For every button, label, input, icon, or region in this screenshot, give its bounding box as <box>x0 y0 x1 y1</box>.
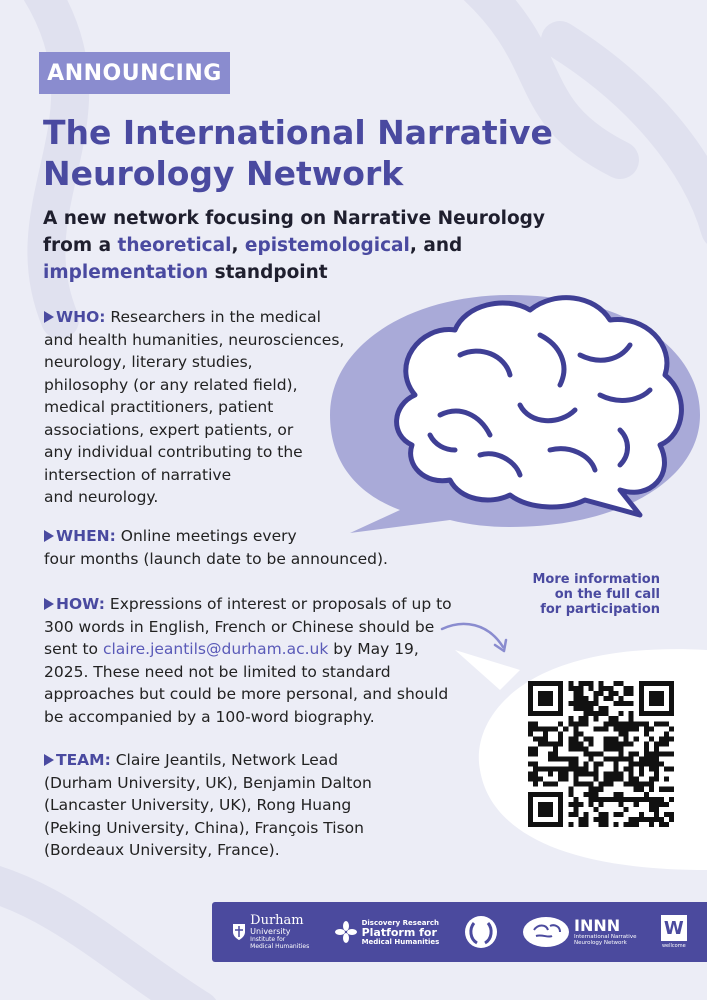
page-title <box>43 112 603 194</box>
who-line: neurology, literary studies, <box>44 353 253 371</box>
subtitle-text: standpoint <box>208 262 328 283</box>
ddr-line-1: Discovery Research <box>361 918 440 927</box>
subtitle-text: from a <box>43 235 118 256</box>
who-line: and neurology. <box>44 488 159 506</box>
when-line: four months (launch date to be announced). <box>44 549 388 568</box>
wellcome-mark: W <box>661 915 687 941</box>
durham-name: Durham <box>250 913 304 928</box>
team-line: (Durham University, UK), Benjamin Dalton <box>44 773 372 792</box>
footer-logos <box>212 902 707 962</box>
who-line: and health humanities, neurosciences, <box>44 330 345 349</box>
how-line: be accompanied by a 100-word biography. <box>44 707 375 726</box>
triangle-bullet-icon <box>44 530 54 542</box>
more-info-line: on the full call <box>554 587 660 602</box>
who-text: Researchers in the medical <box>105 308 321 326</box>
durham-university: University <box>250 927 291 936</box>
who-label: WHO: <box>56 308 106 326</box>
subtitle-line-3 <box>43 259 583 286</box>
discovery-research-logo <box>334 919 440 946</box>
team-text: Claire Jeantils, Network Lead <box>110 751 339 769</box>
qr-code[interactable] <box>528 681 674 827</box>
title-line-1: The International Narrative <box>43 113 553 152</box>
emblem-icon <box>464 915 498 949</box>
subtitle-text: , and <box>409 235 463 256</box>
who-section <box>44 306 354 509</box>
how-section <box>44 593 459 728</box>
who-line <box>44 306 354 329</box>
brain-speech-bubble-icon <box>330 285 707 535</box>
durham-sub: Medical Humanities <box>250 943 310 950</box>
triangle-bullet-icon <box>44 754 54 766</box>
curved-arrow-icon <box>438 615 513 660</box>
ddr-line-3: Medical Humanities <box>361 937 440 946</box>
email-link[interactable]: claire.jeantils@durham.ac.uk <box>102 640 329 658</box>
how-text: Expressions of interest or proposals of up to <box>104 595 452 613</box>
how-text: by May 19, <box>328 640 419 658</box>
round-emblem-logo <box>464 915 498 949</box>
more-info-callout <box>470 572 660 617</box>
team-line: (Lancaster University, UK), Rong Huang <box>44 796 352 814</box>
durham-crest-icon <box>232 923 246 941</box>
subtitle-line-1: A new network focusing on Narrative Neurology <box>43 208 545 229</box>
highlight-theoretical: theoretical <box>117 235 232 256</box>
innn-logo <box>522 916 636 948</box>
when-section <box>44 525 444 570</box>
flower-icon <box>334 920 358 944</box>
announcing-badge: ANNOUNCING <box>39 52 230 94</box>
wellcome-logo <box>661 915 687 949</box>
how-line <box>44 638 459 661</box>
when-text: Online meetings every <box>115 527 297 545</box>
how-text: sent to <box>44 640 103 658</box>
team-label: TEAM: <box>56 751 111 769</box>
how-line: approaches but could be more personal, and should <box>44 685 449 703</box>
who-line: philosophy (or any related field), <box>44 375 298 394</box>
team-line: (Bordeaux University, France). <box>44 841 280 859</box>
team-line <box>44 749 444 772</box>
durham-logo <box>232 914 309 950</box>
innn-sub: International Narrative <box>574 934 637 940</box>
team-line: (Peking University, China), François Tison <box>44 818 364 837</box>
who-line: associations, expert patients, or <box>44 420 294 439</box>
how-label: HOW: <box>56 595 105 613</box>
innn-sub: Neurology Network <box>574 940 627 946</box>
when-label: WHEN: <box>56 527 116 545</box>
innn-title: INNN <box>574 916 621 935</box>
how-line: 2025. These need not be limited to standard <box>44 662 391 681</box>
innn-brain-icon <box>522 916 570 948</box>
highlight-implementation: implementation <box>43 262 209 283</box>
who-line: intersection of narrative <box>44 465 232 484</box>
subtitle-line-2 <box>43 232 583 259</box>
how-line <box>44 593 459 616</box>
durham-sub: Institute for <box>250 936 286 943</box>
how-line: 300 words in English, French or Chinese should be <box>44 617 435 636</box>
team-section <box>44 749 444 862</box>
title-line-2: Neurology Network <box>43 154 404 193</box>
ddr-line-2: Platform for <box>361 925 437 939</box>
triangle-bullet-icon <box>44 598 54 610</box>
wellcome-text: wellcome <box>661 943 686 949</box>
subtitle <box>43 205 583 286</box>
who-line: any individual contributing to the <box>44 443 303 461</box>
who-line: medical practitioners, patient <box>44 398 274 416</box>
more-info-line: for participation <box>540 602 660 617</box>
triangle-bullet-icon <box>44 311 54 323</box>
highlight-epistemological: epistemological <box>244 235 410 256</box>
more-info-line: More information <box>532 572 660 587</box>
subtitle-text: , <box>231 235 245 256</box>
when-line <box>44 525 444 548</box>
